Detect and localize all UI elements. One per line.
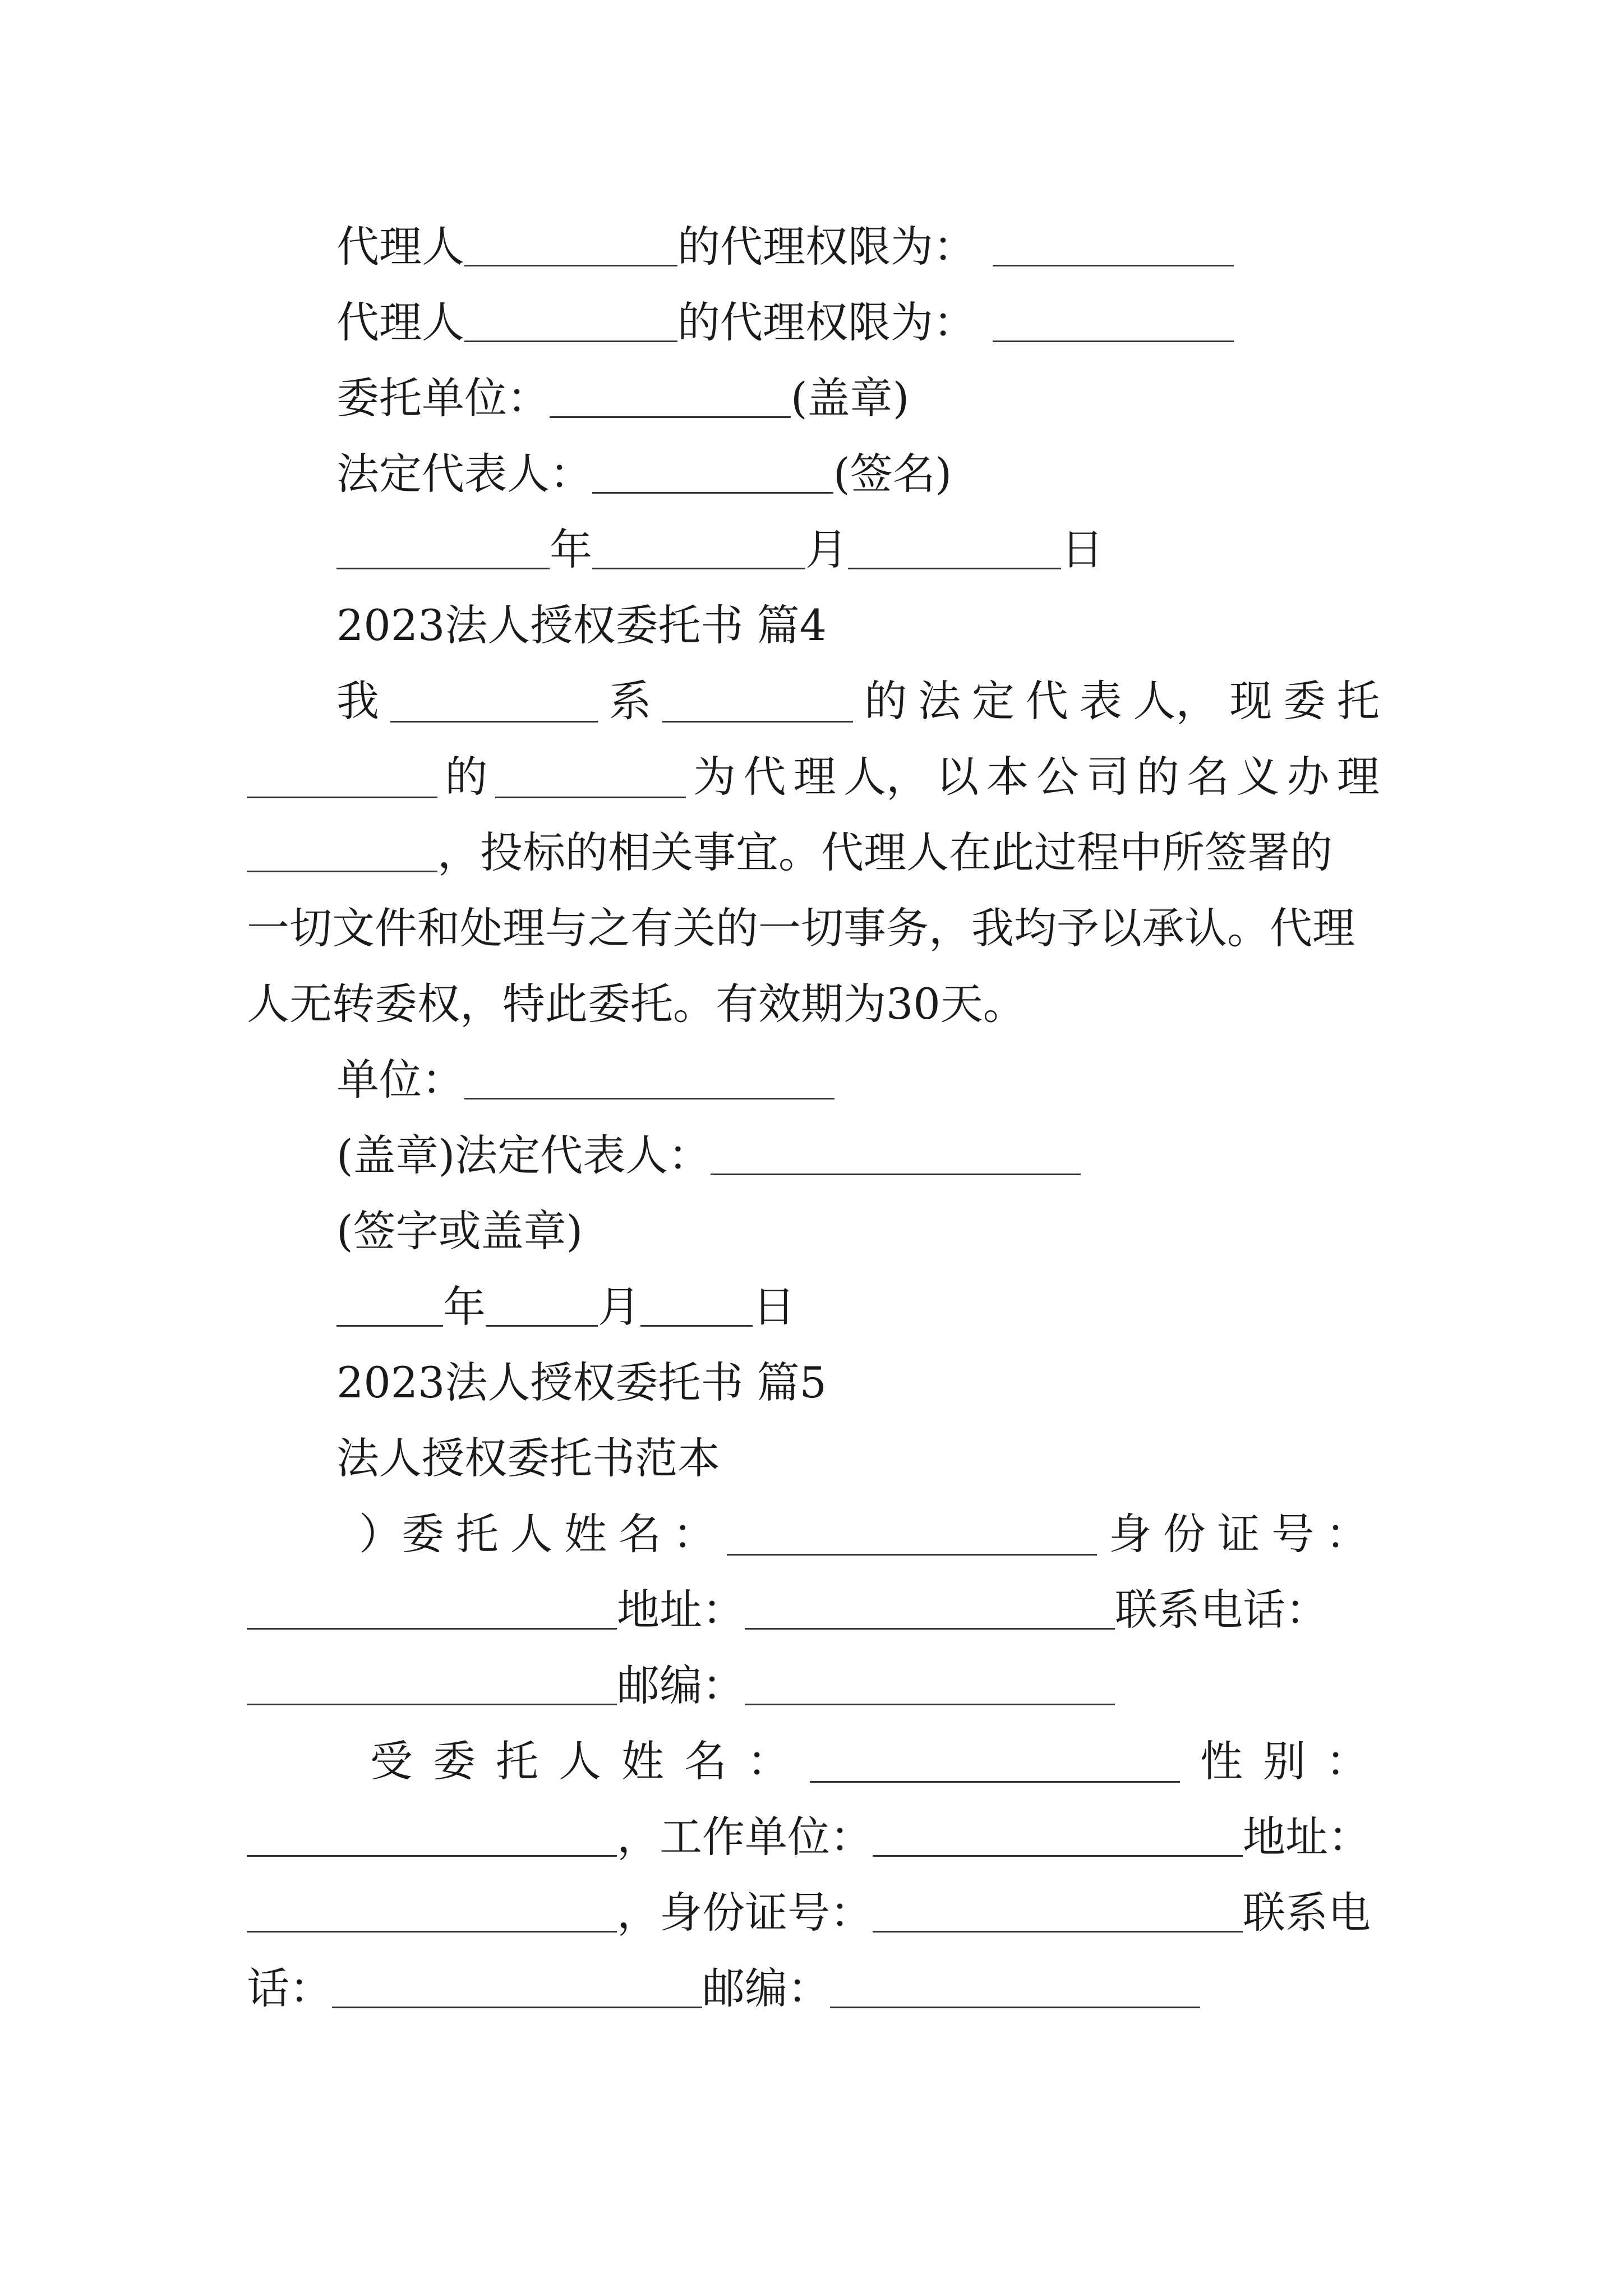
text: ，投标的相关事宜。代理人在此过程中所签署的 (437, 827, 1332, 877)
text: 代 (743, 752, 786, 802)
entrusting-unit-line (336, 367, 1469, 429)
legal-rep-label: 法定代表人： (336, 449, 592, 499)
text: 定 (971, 676, 1015, 726)
template-title: 法人授权委托书范本 (336, 1433, 720, 1483)
agent-id-line (247, 1882, 1380, 1944)
text: 姓 (621, 1736, 664, 1786)
blank (873, 1815, 1243, 1857)
text: 司 (1086, 752, 1129, 802)
signature-note: (签名) (833, 449, 952, 499)
agent-line-2 (336, 292, 1469, 353)
paragraph-line-2 (247, 746, 1380, 808)
agent-name-line (370, 1731, 1368, 1792)
unit-label: 单位： (336, 1055, 464, 1105)
text: ： (1325, 1509, 1368, 1559)
text: 号 (1271, 1509, 1315, 1559)
text: 地址： (617, 1585, 745, 1635)
blank (336, 527, 550, 569)
date-line-2 (336, 1276, 1469, 1338)
blank (247, 830, 437, 872)
text: 为 (693, 752, 736, 802)
text: 的 (1136, 752, 1179, 802)
text: 人， (843, 752, 929, 802)
text: 公 (1036, 752, 1079, 802)
year-label: 年 (443, 1282, 486, 1332)
blank (247, 1663, 617, 1705)
text: 理 (1336, 752, 1380, 802)
text: 地址： (1243, 1812, 1371, 1862)
text: ，身份证号： (617, 1888, 873, 1938)
blank (592, 527, 805, 569)
principal-postcode-line (247, 1655, 1380, 1717)
entrusting-unit-label: 委托单位： (336, 373, 550, 423)
agent-line-1 (336, 216, 1469, 278)
paragraph-line-3 (247, 822, 1380, 884)
text: 名 (1186, 752, 1229, 802)
text: 理 (793, 752, 836, 802)
date-line-1 (336, 519, 1469, 581)
month-label: 月 (598, 1282, 640, 1332)
text: 我 (336, 676, 379, 726)
text: 代 (1025, 676, 1068, 726)
blank (247, 1588, 617, 1630)
text: 证 (1217, 1509, 1260, 1559)
text: ）委 (359, 1509, 444, 1559)
seal-legal-rep-line (336, 1125, 1469, 1186)
text: 托 (496, 1736, 538, 1786)
text: 托 (1336, 676, 1380, 726)
text: 别 (1263, 1736, 1306, 1786)
sign-or-seal-note: (签字或盖章) (336, 1206, 583, 1256)
text: 身 (1109, 1509, 1152, 1559)
text: 邮编： (617, 1660, 745, 1710)
blank (464, 224, 677, 266)
text: 表 (1079, 676, 1122, 726)
day-label: 日 (1061, 524, 1104, 574)
blank (662, 680, 853, 722)
text: ，工作单位： (617, 1812, 873, 1862)
paragraph-line-1 (336, 670, 1380, 732)
paragraph-line-5: 人无转委权，特此委托。有效期为30天。 (247, 979, 1026, 1029)
text: 性 (1200, 1736, 1243, 1786)
principal-line (359, 1503, 1368, 1565)
text: 的 (864, 676, 907, 726)
blank (495, 756, 686, 798)
text: 名 (684, 1736, 727, 1786)
seal-note: (盖章) (791, 373, 910, 423)
blank (873, 1890, 1243, 1932)
text: 的 (445, 752, 488, 802)
agent-work-unit-line (247, 1806, 1380, 1868)
text: 义 (1237, 752, 1280, 802)
text: 法 (918, 676, 961, 726)
text: 办 (1287, 752, 1330, 802)
text: 人 (559, 1736, 601, 1786)
section-heading-4: 2023法人授权委托书 篇4 (336, 600, 827, 650)
blank (745, 1588, 1115, 1630)
text: 人， (1133, 676, 1219, 726)
blank (993, 224, 1234, 266)
blank (486, 1285, 598, 1327)
agent-phone-line (247, 1958, 1380, 2019)
blank (745, 1663, 1115, 1705)
blank (810, 1740, 1180, 1782)
agent-label: 代理人 (336, 222, 464, 272)
blank (390, 680, 598, 722)
month-label: 月 (805, 524, 848, 574)
text: 托 (455, 1509, 499, 1559)
blank (247, 1815, 617, 1857)
blank (848, 527, 1061, 569)
text: 话： (247, 1963, 332, 2013)
text: ： (747, 1736, 790, 1786)
unit-line (336, 1049, 1469, 1111)
year-label: 年 (550, 524, 592, 574)
text: 份 (1163, 1509, 1206, 1559)
blank (332, 1966, 702, 2008)
authority-label: 的代理权限为： (677, 222, 976, 272)
principal-address-line (247, 1579, 1380, 1641)
blank (464, 300, 677, 342)
blank (711, 1133, 1081, 1175)
text: ： (672, 1509, 716, 1559)
blank (336, 1285, 443, 1327)
blank (247, 1890, 617, 1932)
text: 联系电话： (1115, 1585, 1328, 1635)
text: 邮编： (702, 1963, 830, 2013)
blank (592, 452, 833, 494)
text: 系 (608, 676, 652, 726)
text: ： (1326, 1736, 1368, 1786)
blank (830, 1966, 1200, 2008)
text: 人 (510, 1509, 553, 1559)
blank (727, 1513, 1097, 1555)
agent-label: 代理人 (336, 297, 464, 347)
blank (993, 300, 1234, 342)
seal-legal-rep-label: (盖章)法定代表人： (336, 1130, 711, 1180)
blank (640, 1285, 753, 1327)
legal-rep-line (336, 443, 1469, 505)
text: 受 (370, 1736, 413, 1786)
text: 委 (1283, 676, 1326, 726)
blank (247, 756, 437, 798)
blank (550, 376, 791, 418)
blank (464, 1057, 834, 1099)
text: 本 (986, 752, 1029, 802)
text: 姓 (564, 1509, 607, 1559)
section-heading-5: 2023法人授权委托书 篇5 (336, 1358, 827, 1407)
authority-label: 的代理权限为： (677, 297, 976, 347)
text: 联系电 (1243, 1888, 1371, 1938)
text: 现 (1229, 676, 1272, 726)
paragraph-line-4: 一切文件和处理与之有关的一切事务，我均予以承认。代理 (247, 903, 1355, 953)
day-label: 日 (753, 1282, 795, 1332)
text: 名 (618, 1509, 661, 1559)
text: 委 (433, 1736, 476, 1786)
text: 以 (936, 752, 979, 802)
